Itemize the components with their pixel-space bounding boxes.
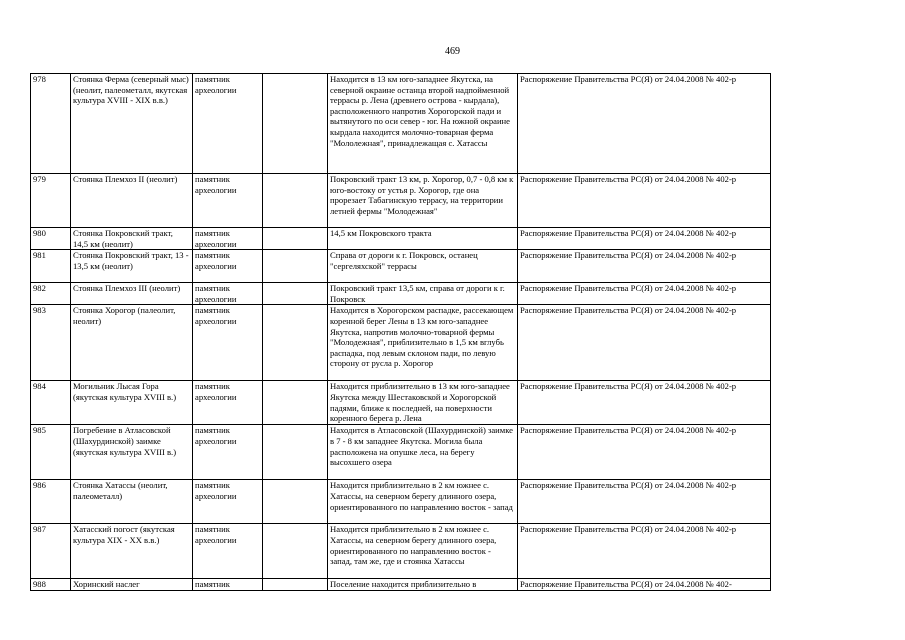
- location-cell: Покровский тракт 13,5 км, справа от дороги к г. Покровск: [328, 283, 518, 305]
- legal-document-cell: Распоряжение Правительства РС(Я) от 24.04.2008 № 402-р: [518, 250, 771, 283]
- row-number-cell: 983: [31, 305, 71, 381]
- empty-cell: [263, 524, 328, 579]
- row-number-cell: 978: [31, 74, 71, 174]
- location-cell: Находится в 13 км юго-западнее Якутска, на северной окраине останца второй надпойменной террасы р. Лена (древнего острова - кырдала), расположенного напротив Хорогорской пади и вытянутого по оси север - юг. На южной окраине кырдала находится молочно-товарная ферма "Мололежная", принадлежащая с. Хатассы: [328, 74, 518, 174]
- legal-document-cell: Распоряжение Правительства РС(Я) от 24.04.2008 № 402-р: [518, 228, 771, 250]
- empty-cell: [263, 174, 328, 228]
- table-row: [31, 305, 771, 381]
- monument-type-cell: памятник археологии: [193, 74, 263, 174]
- monument-name-cell: Стоянка Племхоз II (неолит): [71, 174, 193, 228]
- monument-type-cell: памятник археологии: [193, 174, 263, 228]
- monument-type-cell: памятник археологии: [193, 305, 263, 381]
- table-row: [31, 480, 771, 524]
- monument-type-cell: памятник археологии: [193, 250, 263, 283]
- row-number-cell: 986: [31, 480, 71, 524]
- empty-cell: [263, 250, 328, 283]
- location-cell: Находится приблизительно в 2 км южнее с. Хатассы, на северном берегу длинного озера, ориентированного по направлению восток - запад, там же, где и стоянка Хатассы: [328, 524, 518, 579]
- monument-name-cell: Стоянка Хорогор (палеолит, неолит): [71, 305, 193, 381]
- location-cell: 14,5 км Покровского тракта: [328, 228, 518, 250]
- monument-name-cell: Стоянка Хатассы (неолит, палеометалл): [71, 480, 193, 524]
- table-row: [31, 381, 771, 425]
- empty-cell: [263, 228, 328, 250]
- heritage-registry-table: [30, 73, 771, 591]
- empty-cell: [263, 579, 328, 591]
- row-number-cell: 982: [31, 283, 71, 305]
- page-number: 469: [445, 46, 460, 57]
- table-row: [31, 74, 771, 174]
- monument-name-cell: Погребение в Атласовской (Шахурдинской) заимке (якутская культура XVIII в.): [71, 425, 193, 480]
- legal-document-cell: Распоряжение Правительства РС(Я) от 24.04.2008 № 402-р: [518, 381, 771, 425]
- location-cell: Поселение находится приблизительно в: [328, 579, 518, 591]
- empty-cell: [263, 305, 328, 381]
- legal-document-cell: Распоряжение Правительства РС(Я) от 24.04.2008 № 402-р: [518, 524, 771, 579]
- row-number-cell: 980: [31, 228, 71, 250]
- monument-name-cell: Стоянка Покровский тракт, 13 - 13,5 км (неолит): [71, 250, 193, 283]
- monument-name-cell: Могильник Лысая Гора (якутская культура XVIII в.): [71, 381, 193, 425]
- empty-cell: [263, 480, 328, 524]
- empty-cell: [263, 425, 328, 480]
- monument-type-cell: памятник археологии: [193, 228, 263, 250]
- monument-type-cell: памятник археологии: [193, 283, 263, 305]
- monument-type-cell: памятник археологии: [193, 425, 263, 480]
- location-cell: Покровский тракт 13 км, р. Хорогор, 0,7 - 0,8 км к юго-востоку от устья р. Хорогор, где она прорезает Табагинскую террасу, на территории летней фермы "Молодежная": [328, 174, 518, 228]
- legal-document-cell: Распоряжение Правительства РС(Я) от 24.04.2008 № 402-р: [518, 174, 771, 228]
- table-body: [31, 74, 771, 591]
- table-row: [31, 524, 771, 579]
- location-cell: Справа от дороги к г. Покровск, останец "сергеляхской" террасы: [328, 250, 518, 283]
- table-row: [31, 228, 771, 250]
- legal-document-cell: Распоряжение Правительства РС(Я) от 24.04.2008 № 402-р: [518, 425, 771, 480]
- table-row: [31, 283, 771, 305]
- table-row: [31, 579, 771, 591]
- monument-name-cell: Стоянка Ферма (северный мыс) (неолит, палеометалл, якутская культура XVIII - XIX в.в.): [71, 74, 193, 174]
- row-number-cell: 979: [31, 174, 71, 228]
- legal-document-cell: Распоряжение Правительства РС(Я) от 24.04.2008 № 402-р: [518, 283, 771, 305]
- monument-type-cell: памятник археологии: [193, 381, 263, 425]
- empty-cell: [263, 283, 328, 305]
- legal-document-cell: Распоряжение Правительства РС(Я) от 24.04.2008 № 402-р: [518, 305, 771, 381]
- location-cell: Находится в Атласовской (Шахурдинской) заимке в 7 - 8 км западнее Якутска. Могила была расположена на опушке леса, на берегу высохшего озера: [328, 425, 518, 480]
- location-cell: Находится приблизительно в 13 км юго-западнее Якутска между Шестаковской и Хорогорской падями, ближе к последней, на поверхности коренного берега р. Лена: [328, 381, 518, 425]
- table-row: [31, 174, 771, 228]
- monument-name-cell: Хатасский погост (якутская культура XIX - XX в.в.): [71, 524, 193, 579]
- row-number-cell: 988: [31, 579, 71, 591]
- legal-document-cell: Распоряжение Правительства РС(Я) от 24.04.2008 № 402-р: [518, 74, 771, 174]
- monument-type-cell: памятник археологии: [193, 480, 263, 524]
- table-row: [31, 425, 771, 480]
- legal-document-cell: Распоряжение Правительства РС(Я) от 24.04.2008 № 402-: [518, 579, 771, 591]
- empty-cell: [263, 381, 328, 425]
- monument-type-cell: памятник: [193, 579, 263, 591]
- row-number-cell: 984: [31, 381, 71, 425]
- monument-name-cell: Стоянка Покровский тракт, 14,5 км (неолит): [71, 228, 193, 250]
- row-number-cell: 987: [31, 524, 71, 579]
- monument-name-cell: Стоянка Племхоз III (неолит): [71, 283, 193, 305]
- row-number-cell: 985: [31, 425, 71, 480]
- monument-type-cell: памятник археологии: [193, 524, 263, 579]
- location-cell: Находится приблизительно в 2 км южнее с. Хатассы, на северном берегу длинного озера, ориентированного по направлению восток - запад: [328, 480, 518, 524]
- location-cell: Находится в Хорогорском распадке, рассекающем коренной берег Лены в 13 км юго-западнее Якутска, напротив молочно-товарной фермы "Молодежная", приблизительно в 1,5 км вглубь распадка, под левым склоном пади, по левую сторону от русла р. Хорогор: [328, 305, 518, 381]
- table-row: [31, 250, 771, 283]
- legal-document-cell: Распоряжение Правительства РС(Я) от 24.04.2008 № 402-р: [518, 480, 771, 524]
- row-number-cell: 981: [31, 250, 71, 283]
- monument-name-cell: Хоринский наслег: [71, 579, 193, 591]
- empty-cell: [263, 74, 328, 174]
